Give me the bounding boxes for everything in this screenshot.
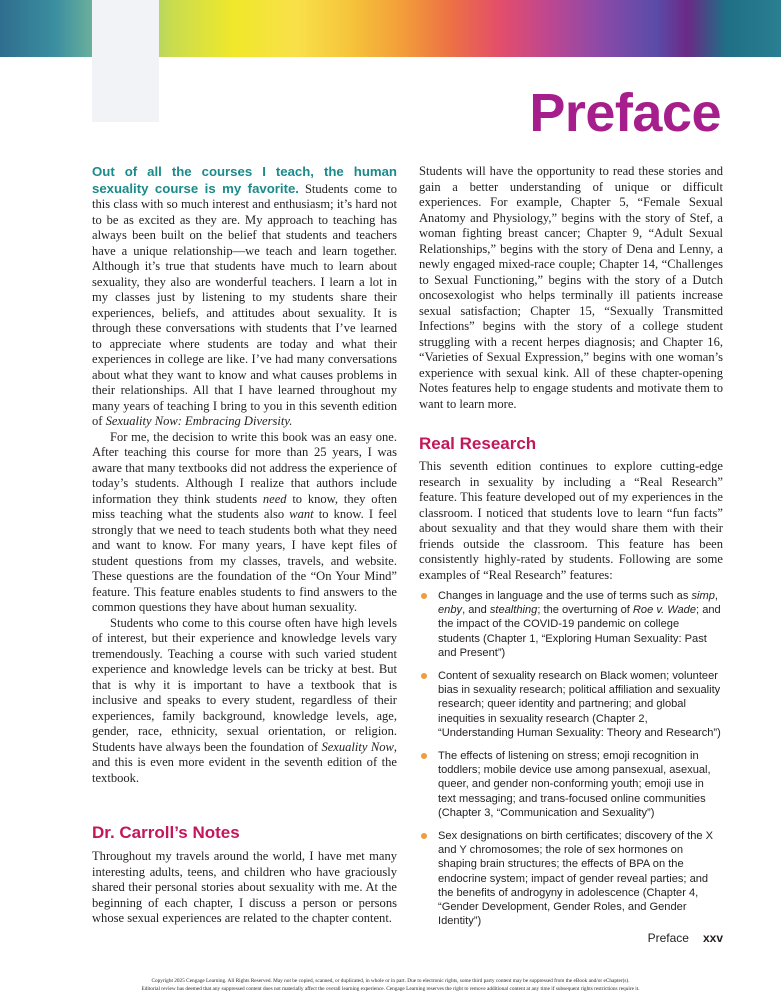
- bullet-dot-icon: [421, 593, 427, 599]
- research-bullet-list: [419, 589, 723, 928]
- copyright-notice: Copyright 2025 Cengage Learning. All Rights Reserved. May not be copied, scanned, or duplicated, in whole or in part. Due to electronic rights, some third party content may be suppressed from the eBook and/or eChapter(s). Editorial review has deemed that any suppressed content does not materially affect the overall learning experience. Cengage Learning reserves the right to remove additional content at any time if subsequent rights restrictions require it.: [141, 978, 640, 992]
- body-paragraph: For me, the decision to write this book was an easy one. After teaching this course for more than 25 years, I was aware that many textbooks did not address the experience of today’s students. Although I realize that authors include information they think students need to know, they often miss teaching what the students also want to know. I feel strongly that we need to teach students both what they need and want to know. For many years, I have kept files of student questions from my classes, travels, and website. These questions are the foundation of the “On Your Mind” feature. This feature enables students to find answers to the common questions they have about human sexuality.: [92, 429, 397, 614]
- list-item: Changes in language and the use of terms such as simp, enby, and stealthing; the overturning of Roe v. Wade; and the impact of the COVID-19 pandemic on college students (Chapter 1, “Exploring Human Sexuality: Past and Present”): [419, 589, 723, 660]
- section-heading-carrolls-notes: Dr. Carroll’s Notes: [92, 823, 240, 842]
- page-number: xxv: [702, 931, 723, 945]
- body-paragraph: Students will have the opportunity to read these stories and gain a better understanding of unique or difficult experiences. For example, Chapter 5, “Female Sexual Anatomy and Physiology,” begins with the story of Stef, a woman fighting breast cancer; Chapter 9, “Adult Sexual Relationships,” begins with the story of Dena and Lenny, a newly engaged mixed-race couple; Chapter 14, “Challenges to Sexual Functioning,” begins with the story of a Dutch oncosexologist who helps terminally ill patients increase sexual satisfaction; Chapter 15, “Sexually Transmitted Infections” begins with the story of a college student struggling with a recent herpes diagnosis; and Chapter 16, “Varieties of Sexual Expression,” begins with one woman’s experience with sexual kink. All of these chapter-opening Notes features help to engage students and motivate them to want to learn more.: [419, 164, 723, 411]
- right-column: [419, 164, 723, 937]
- body-paragraph: Students who come to this course often have high levels of interest, but their experience and knowledge levels vary tremendously. Teaching a course with such varied student experience and knowledge levels can be tricky at best. But that is why it is important to have a textbook that is inclusive and speaks to every student, regardless of their experiences, family background, knowledge levels, age, gender, race, ethnicity, sexual orientation, or religion. Students have always been the foundation of Sexuality Now, and this is even more evident in the seventh edition of the textbook.: [92, 615, 397, 785]
- running-footer: [648, 931, 723, 945]
- intro-paragraph: Out of all the courses I teach, the human sexuality course is my favorite. Students come to this class with so much interest and enthusiasm; it’s hard not to be as excited as they are. My approach to teaching has always been built on the belief that students and teachers have a unique relationship—we teach and learn together. Although it’s true that students have much to learn about sexuality, they also are wonderful teachers. I learn a lot in my classes just by listening to my students share their experiences, beliefs, and attitudes about sexuality. It is through these conversations with students that I’ve learned to appreciate where students are today and what their experiences in college are like. I’ve had many conversations about what they want to know and what causes problems in their relationships. All that I have learned throughout my many years of teaching I bring to you in this seventh edition of Sexuality Now: Embracing Diversity.: [92, 164, 397, 428]
- section-heading-real-research: Real Research: [419, 434, 537, 453]
- bullet-dot-icon: [421, 673, 427, 679]
- lead-sentence: Out of all the courses I teach, the human sexuality course is my favorite.: [92, 164, 397, 196]
- footer-section-label: Preface: [647, 931, 689, 945]
- book-title: Sexuality Now: [321, 739, 394, 754]
- bullet-dot-icon: [421, 833, 427, 839]
- banner-tab-accent: [92, 0, 159, 122]
- list-item: Content of sexuality research on Black women; volunteer bias in sexuality research; political affiliation and sexuality research; queer identity and partnering; and global inequities in sexuality research (Chapter 2, “Understanding Human Sexuality: Theory and Research”): [419, 669, 723, 740]
- list-item: Sex designations on birth certificates; discovery of the X and Y chromosomes; the role of sex hormones on shaping brain structures; the effects of BPA on the endocrine system; impact of gender reveal parties; and the benefits of androgyny in adolescence (Chapter 4, “Gender Development, Gender Roles, and Gender Identity”): [419, 829, 723, 928]
- book-title: Sexuality Now: Embracing Diversity.: [105, 414, 293, 428]
- bullet-dot-icon: [421, 753, 427, 759]
- page-title: Preface: [529, 83, 721, 143]
- left-column: [92, 164, 397, 927]
- body-paragraph: This seventh edition continues to explore cutting-edge research in sexuality by including a “Real Research” feature. This feature developed out of my experiences in the classroom. I noticed that students love to learn “fun facts” about sexuality and that they would share them with their friends outside the classroom. This feature has been consistently highly-rated by students. Following are some examples of “Real Research” features:: [419, 459, 723, 582]
- body-paragraph: Throughout my travels around the world, I have met many interesting adults, teens, and children who have graciously shared their personal stories about sexuality with me. At the beginning of each chapter, I discuss a person or persons whose sexual experiences are related to the chapter content.: [92, 849, 397, 925]
- list-item: The effects of listening on stress; emoji recognition in toddlers; mobile device use among pansexual, asexual, queer, and gender non-conforming youth; emoji use in text messaging; and trans-focused online communities (Chapter 3, “Communication and Sexuality”): [419, 749, 723, 820]
